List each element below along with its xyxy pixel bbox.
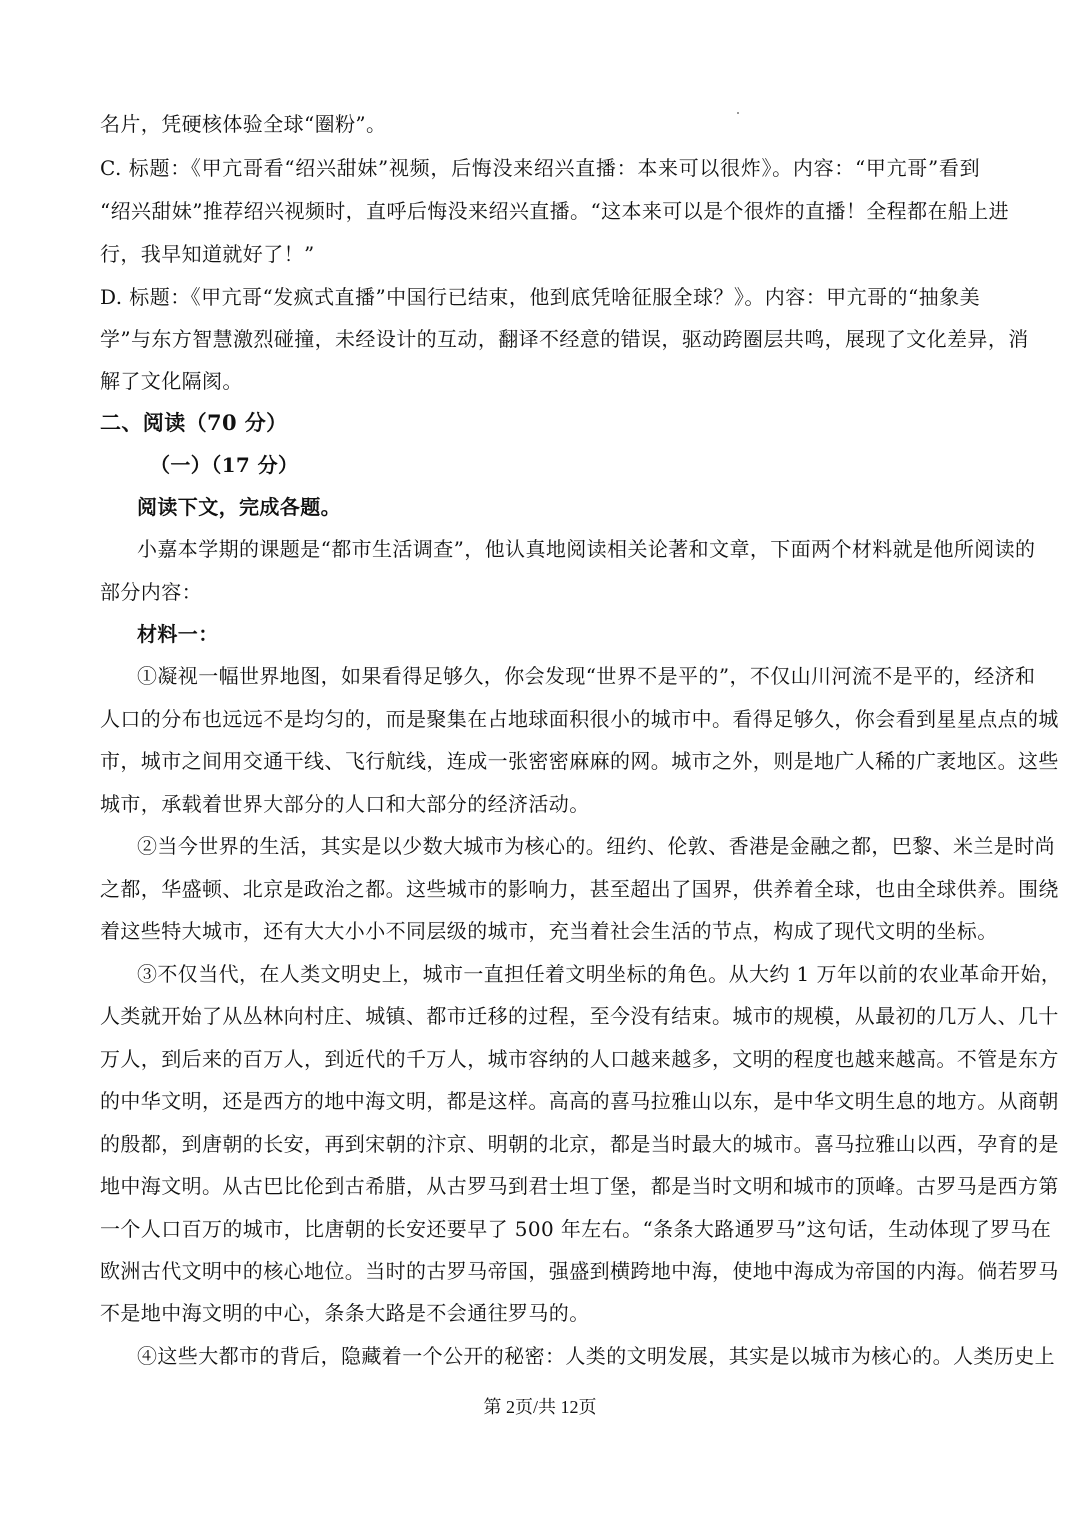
scan-speck (737, 112, 739, 114)
material-one-label: 材料一： (137, 622, 219, 646)
subsection-heading: （一）（17 分） (150, 453, 299, 477)
para-3-line-7: 一个人口百万的城市，比唐朝的长安还要早了 500 年左右。“条条大路通罗马”这句话，生动体现了罗马在 (100, 1217, 1052, 1241)
para-2-line-1: ②当今世界的生活，其实是以少数大城市为核心的。纽约、伦敦、香港是金融之都，巴黎、米兰是时尚 (137, 834, 1055, 858)
option-c-line-1: C. 标题：《甲亢哥看“绍兴甜妹”视频，后悔没来绍兴直播：本来可以很炸》。内容：“甲亢哥”看到 (100, 156, 980, 180)
para-3-line-1: ③不仅当代，在人类文明史上，城市一直担任着文明坐标的角色。从大约 1 万年以前的农业革命开始， (137, 962, 1062, 986)
instruction: 阅读下文，完成各题。 (137, 495, 341, 519)
para-3-line-8: 欧洲古代文明中的核心地位。当时的古罗马帝国，强盛到横跨地中海，使地中海成为帝国的内海。倘若罗马 (100, 1259, 1059, 1283)
option-d-line-3: 解了文化隔阂。 (100, 369, 243, 393)
para-3-line-5: 的殷都，到唐朝的长安，再到宋朝的汴京、明朝的北京，都是当时最大的城市。喜马拉雅山以西，孕育的是 (100, 1132, 1059, 1156)
option-c-line-3: 行，我早知道就好了！” (100, 242, 315, 266)
para-3-line-6: 地中海文明。从古巴比伦到古希腊，从古罗马到君士坦丁堡，都是当时文明和城市的顶峰。古罗马是西方第 (100, 1174, 1059, 1198)
para-3-line-9: 不是地中海文明的中心，条条大路是不会通往罗马的。 (100, 1301, 590, 1325)
intro-line-1: 小嘉本学期的课题是“都市生活调查”，他认真地阅读相关论著和文章，下面两个材料就是他所阅读的 (137, 537, 1036, 561)
option-d-line-2: 学”与东方智慧激烈碰撞，未经设计的互动，翻译不经意的错误，驱动跨圈层共鸣，展现了文化差异，消 (100, 327, 1029, 351)
para-1-line-1: ①凝视一幅世界地图，如果看得足够久，你会发现“世界不是平的”，不仅山川河流不是平的，经济和 (137, 664, 1036, 688)
para-3-line-4: 的中华文明，还是西方的地中海文明，都是这样。高高的喜马拉雅山以东，是中华文明生息的地方。从商朝 (100, 1089, 1059, 1113)
option-c-line-2: “绍兴甜妹”推荐绍兴视频时，直呼后悔没来绍兴直播。“这本来可以是个很炸的直播！全程都在船上进 (100, 199, 1010, 223)
para-2-line-3: 着这些特大城市，还有大大小小不同层级的城市，充当着社会生活的节点，构成了现代文明的坐标。 (100, 919, 998, 943)
para-1-line-3: 市，城市之间用交通干线、飞行航线，连成一张密密麻麻的网。城市之外，则是地广人稀的广袤地区。这些 (100, 749, 1059, 773)
para-1-line-4: 城市，承载着世界大部分的人口和大部分的经济活动。 (100, 792, 590, 816)
intro-line-2: 部分内容： (100, 580, 202, 604)
para-3-line-2: 人类就开始了从丛林向村庄、城镇、都市迁移的过程，至今没有结束。城市的规模，从最初的几万人、几十 (100, 1004, 1059, 1028)
option-b-continuation: 名片，凭硬核体验全球“圈粉”。 (100, 112, 387, 136)
section-heading-reading: 二、阅读（70 分） (100, 410, 288, 435)
para-3-line-3: 万人，到后来的百万人，到近代的千万人，城市容纳的人口越来越多，文明的程度也越来越高。不管是东方 (100, 1047, 1059, 1071)
page-number-footer: 第 2页/共 12页 (483, 1397, 597, 1417)
option-d-line-1: D. 标题：《甲亢哥“发疯式直播”中国行已结束，他到底凭啥征服全球？》。内容：甲亢哥的“抽象美 (100, 285, 980, 309)
para-4-line-1: ④这些大都市的背后，隐藏着一个公开的秘密：人类的文明发展，其实是以城市为核心的。人类历史上 (137, 1344, 1055, 1368)
para-1-line-2: 人口的分布也远远不是均匀的，而是聚集在占地球面积很小的城市中。看得足够久，你会看到星星点点的城 (100, 707, 1059, 731)
para-2-line-2: 之都，华盛顿、北京是政治之都。这些城市的影响力，甚至超出了国界，供养着全球，也由全球供养。围绕 (100, 877, 1059, 901)
